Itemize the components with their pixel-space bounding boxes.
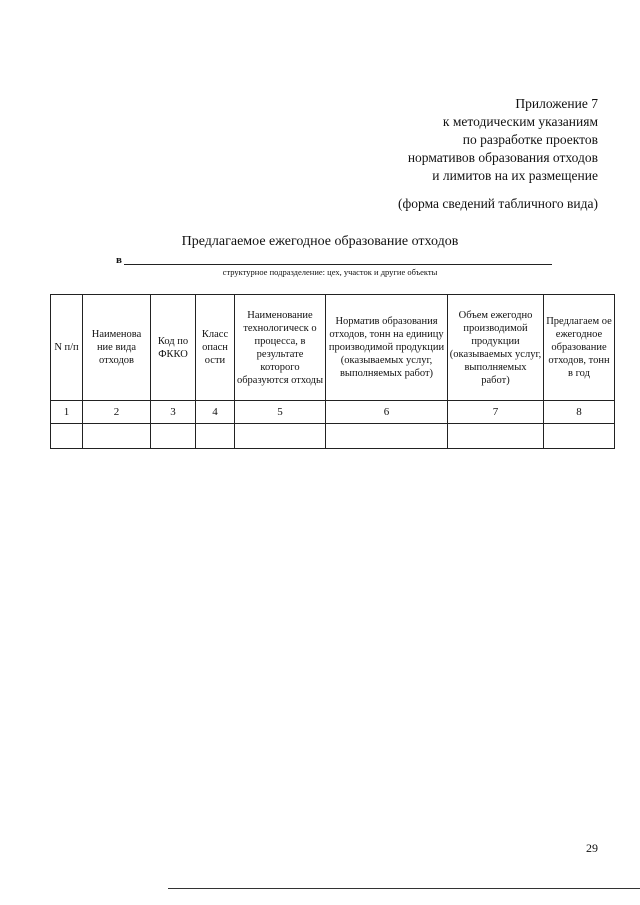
appendix-header [408, 95, 598, 185]
table-cell [151, 424, 196, 449]
table-cell [235, 424, 326, 449]
table-cell [544, 424, 615, 449]
column-header: Объем ежегодно производимой продукции (оказываемых услуг, выполняемых работ) [448, 295, 544, 401]
form-note: (форма сведений табличного вида) [398, 196, 598, 211]
column-number: 6 [326, 401, 448, 424]
appendix-line: Приложение 7 [515, 96, 598, 111]
subdivision-prefix: в [116, 254, 122, 266]
table-row [51, 424, 615, 449]
page-number: 29 [586, 841, 598, 855]
column-number: 7 [448, 401, 544, 424]
table-cell [51, 424, 83, 449]
table-cell [196, 424, 235, 449]
table-cell [83, 424, 151, 449]
document-title: Предлагаемое ежегодное образование отходов [181, 234, 459, 249]
column-number: 4 [196, 401, 235, 424]
waste-table [50, 294, 615, 449]
table-cell [326, 424, 448, 449]
footer-rule [168, 888, 640, 889]
column-header: Наименова ние вида отходов [83, 295, 151, 401]
column-header: Класс опасн ости [196, 295, 235, 401]
column-number: 2 [83, 401, 151, 424]
column-number-row [51, 401, 615, 424]
column-header: Предлагаем ое ежегодное образование отходов, тонн в год [544, 295, 615, 401]
column-number: 5 [235, 401, 326, 424]
appendix-line: по разработке проектов [462, 132, 598, 147]
table-cell [448, 424, 544, 449]
column-number: 8 [544, 401, 615, 424]
appendix-line: и лимитов на их размещение [432, 168, 598, 183]
subdivision-caption: структурное подразделение: цех, участок и другие объекты [222, 267, 438, 277]
column-header: Норматив образования отходов, тонн на единицу производимой продукции (оказываемых услуг, выполняемых работ) [326, 295, 448, 401]
column-header: Код по ФККО [151, 295, 196, 401]
column-header: N п/п [51, 295, 83, 401]
appendix-line: нормативов образования отходов [407, 150, 598, 165]
table-header-row [51, 295, 615, 401]
column-number: 3 [151, 401, 196, 424]
subdivision-fill-line [124, 264, 552, 265]
column-header: Наименование технологическ о процесса, в результате которого образуются отходы [235, 295, 326, 401]
column-number: 1 [51, 401, 83, 424]
appendix-line: к методическим указаниям [442, 114, 598, 129]
